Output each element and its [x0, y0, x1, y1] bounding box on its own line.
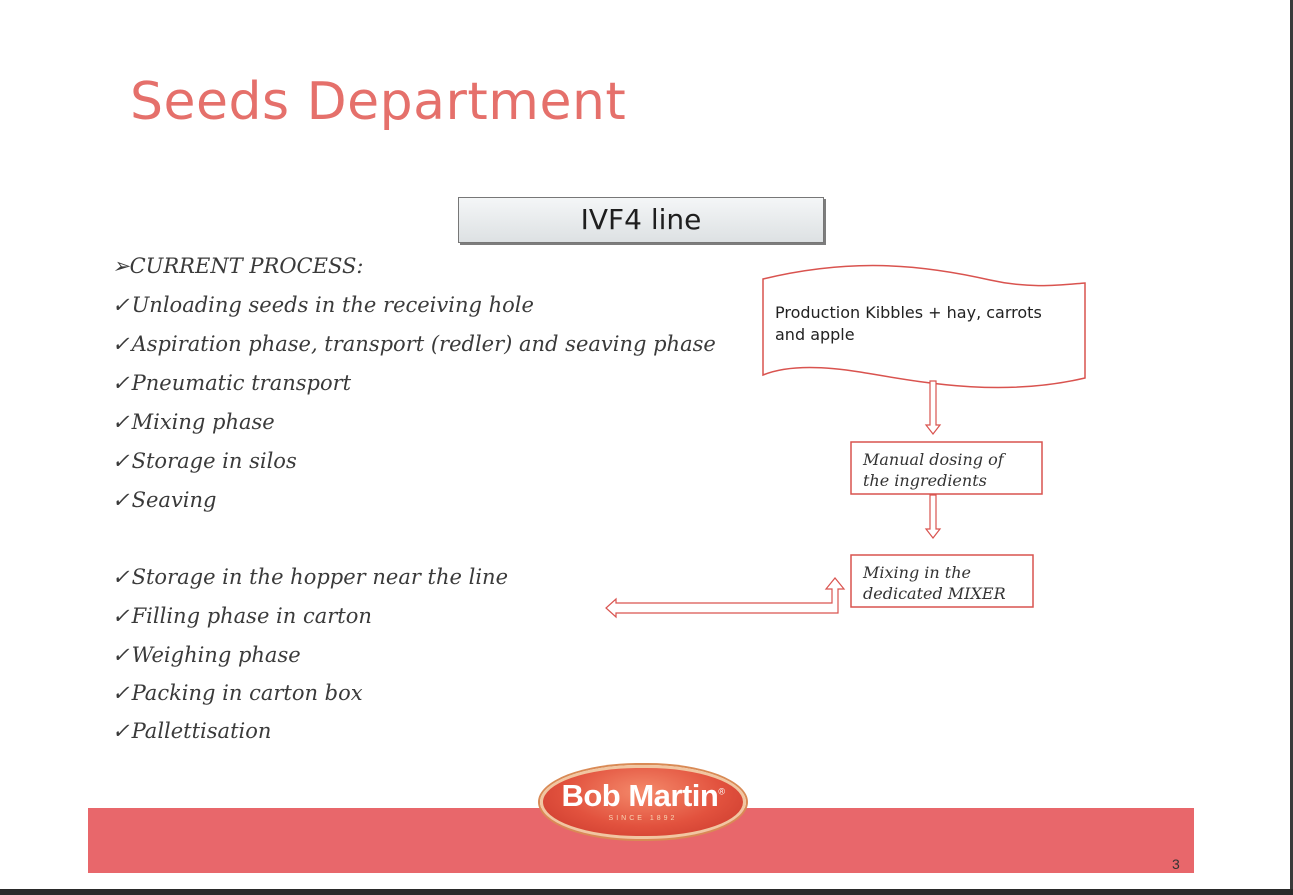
- check-icon: ✓: [112, 719, 130, 743]
- line-label-box: IVF4 line: [458, 197, 824, 243]
- process-step: ✓Storage in silos: [112, 449, 297, 473]
- manual-dosing-text: Manual dosing of the ingredients: [863, 450, 1004, 490]
- process-step: ✓Packing in carton box: [112, 681, 363, 705]
- slide-title: Seeds Department: [130, 72, 627, 132]
- check-icon: ✓: [112, 643, 130, 667]
- process-step: ✓Filling phase in carton: [112, 604, 372, 628]
- check-icon: ✓: [112, 681, 130, 705]
- mixing-text: Mixing in the dedicated MIXER: [863, 563, 1006, 603]
- process-step: ✓Mixing phase: [112, 410, 275, 434]
- flow-arrow-down: [926, 495, 940, 538]
- process-step: ✓Pneumatic transport: [112, 371, 352, 395]
- page-number: 3: [1172, 856, 1180, 872]
- check-icon: ✓: [112, 488, 130, 512]
- flow-arrow-down: [926, 381, 940, 434]
- logo-since: SINCE 1892: [608, 815, 678, 822]
- check-icon: ✓: [112, 293, 130, 317]
- arrow-bullet-icon: ➢: [112, 254, 130, 278]
- check-icon: ✓: [112, 565, 130, 589]
- brand-logo: [540, 765, 746, 839]
- check-icon: ✓: [112, 332, 130, 356]
- process-step: ✓Unloading seeds in the receiving hole: [112, 293, 534, 317]
- process-step: ✓Seaving: [112, 488, 217, 512]
- process-heading-text: CURRENT PROCESS:: [129, 254, 364, 278]
- logo-wordmark: Bob Martin®: [561, 778, 725, 813]
- process-step: ✓Storage in the hopper near the line: [112, 565, 508, 589]
- check-icon: ✓: [112, 449, 130, 473]
- check-icon: ✓: [112, 604, 130, 628]
- flow-arrow-left: [606, 578, 844, 617]
- process-step: ✓Weighing phase: [112, 643, 301, 667]
- process-step: ✓Pallettisation: [112, 719, 272, 743]
- check-icon: ✓: [112, 371, 130, 395]
- process-step: ✓Aspiration phase, transport (redler) and seaving phase: [112, 332, 716, 356]
- check-icon: ✓: [112, 410, 130, 434]
- production-box-text: Production Kibbles + hay, carrots and apple: [775, 303, 1042, 344]
